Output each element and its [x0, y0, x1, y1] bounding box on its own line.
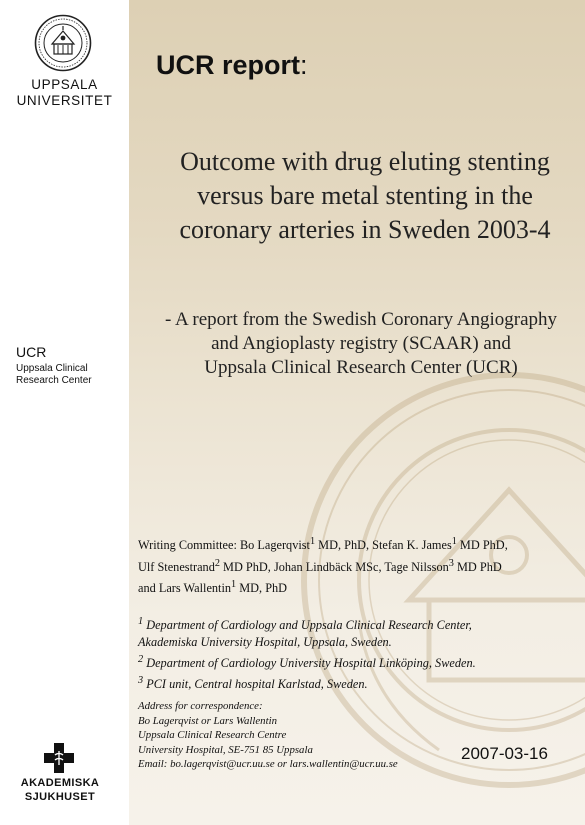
main-panel: [129, 0, 585, 825]
writing-committee: [138, 533, 578, 598]
university-name-line-1: UPPSALA: [31, 77, 98, 92]
affiliation-3: [138, 672, 578, 693]
report-subtitle-line-3: Uppsala Clinical Research Center (UCR): [204, 357, 518, 378]
report-title-line-1: Outcome with drug eluting stenting: [180, 147, 550, 176]
committee-text-2: MD PhD,: [456, 538, 508, 553]
address-line-1: Address for correspondence:: [138, 700, 263, 712]
ucr-full-name-line-1: Uppsala Clinical: [16, 363, 88, 374]
affiliation-3-number: 3: [138, 675, 144, 687]
sidebar: [0, 0, 129, 825]
report-date: 2007-03-16: [461, 744, 548, 763]
report-title-line-2: versus bare metal stenting in the: [197, 181, 533, 210]
address-line-5: Email: bo.lagerqvist@ucr.uu.se or lars.wallentin@ucr.uu.se: [138, 758, 398, 771]
address-line-3: Uppsala Clinical Research Centre: [138, 729, 287, 742]
affiliation-2-text: Department of Cardiology University Hospital Linköping, Sweden.: [146, 656, 476, 671]
report-label-text: UCR report: [156, 50, 301, 80]
ucr-full-name: [16, 363, 92, 387]
affiliation-2: [138, 651, 578, 672]
report-subtitle-line-1: - A report from the Swedish Coronary Angiography: [164, 309, 558, 330]
report-title: [137, 145, 585, 247]
committee-text-4: MD PhD: [453, 559, 502, 574]
affiliation-2-number: 2: [138, 654, 144, 666]
report-subtitle-line-2: and Angioplasty registry (SCAAR) and: [211, 333, 511, 354]
ucr-full-name-line-2: Research Center: [16, 375, 92, 386]
correspondence-address: [138, 699, 468, 772]
committee-text-1: MD, PhD, Stefan K. James: [315, 538, 452, 553]
committee-lars: and Lars Wallentin: [138, 581, 232, 596]
superscript-2: 2: [214, 557, 220, 569]
affiliation-1-line-1: [138, 613, 578, 634]
report-label-colon: :: [300, 50, 308, 80]
superscript-1c: 1: [231, 579, 237, 591]
committee-ulf: Ulf Stenestrand: [138, 559, 215, 574]
report-title-line-3: coronary arteries in Sweden 2003-4: [179, 215, 551, 244]
affiliations: [138, 613, 578, 693]
committee-text-5: MD, PhD: [236, 581, 288, 596]
report-label: [156, 50, 308, 81]
affiliation-3-text: PCI unit, Central hospital Karlstad, Sweden.: [146, 677, 368, 692]
report-subtitle: [137, 308, 585, 380]
affiliation-1-text: Department of Cardiology and Uppsala Clinical Research Center,: [146, 618, 472, 633]
address-line-2: Bo Lagerqvist or Lars Wallentin: [138, 714, 277, 727]
hospital-name: [10, 776, 110, 804]
superscript-1: 1: [309, 536, 316, 547]
affiliation-1-number: 1: [138, 616, 144, 627]
superscript-3: 3: [448, 557, 454, 569]
hospital-cross-icon: [44, 743, 74, 773]
uppsala-university-seal-icon: [34, 14, 92, 72]
university-name: [12, 77, 117, 109]
affiliation-1-line-2: Akademiska University Hospital, Uppsala, Sweden.: [138, 635, 392, 650]
university-name-line-2: UNIVERSITET: [16, 93, 113, 108]
committee-lead: Writing Committee: Bo Lagerqvist: [138, 538, 310, 553]
hospital-name-line-2: SJUKHUSET: [24, 791, 96, 803]
ucr-label: UCR: [16, 344, 47, 360]
committee-text-3: MD PhD, Johan Lindbäck MSc, Tage Nilsson: [219, 559, 449, 574]
address-line-4: University Hospital, SE-751 85 Uppsala: [138, 743, 313, 756]
hospital-name-line-1: AKADEMISKA: [20, 777, 100, 789]
superscript-1b: 1: [451, 536, 457, 547]
